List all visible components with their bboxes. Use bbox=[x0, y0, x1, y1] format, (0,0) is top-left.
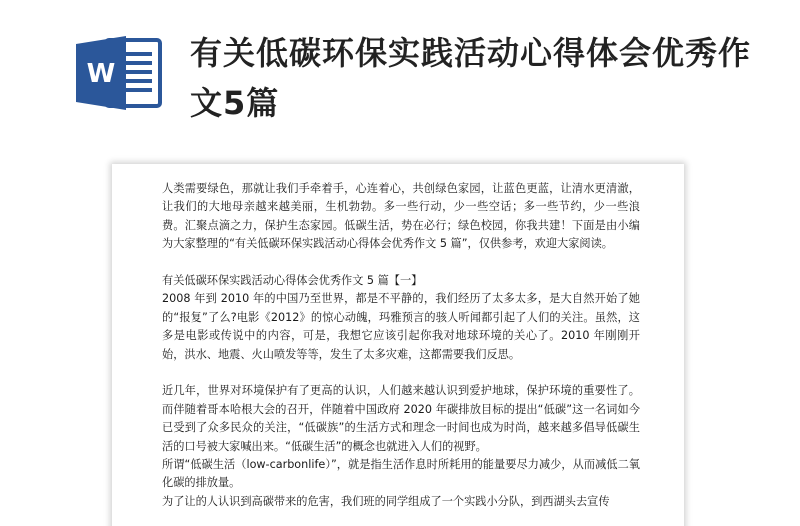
word-icon-line bbox=[124, 79, 152, 83]
word-document-icon bbox=[76, 34, 164, 112]
word-icon-line bbox=[124, 70, 152, 74]
section-heading: 有关低碳环保实践活动心得体会优秀作文 5 篇【一】 bbox=[162, 274, 423, 288]
body-paragraph-4: 为了让的人认识到高碳带来的危害，我们班的同学组成了一个实践小分队，到西湖头去宣传 bbox=[162, 494, 610, 508]
word-icon-line bbox=[124, 88, 152, 92]
paragraph-gap bbox=[162, 364, 640, 382]
body-paragraph-3: 所谓“低碳生活（low-carbonlife）”，就是指生活作息时所耗用的能量要尽力减少，从而减低二氧化碳的排放量。 bbox=[162, 458, 640, 490]
paragraph-gap bbox=[162, 254, 640, 272]
body-paragraph-1: 2008 年到 2010 年的中国乃至世界，都是不平静的，我们经历了太多太多，是大自然开始了她的“报复”了么?电影《2012》的惊心动魄，玛雅预言的骇人听闻都引起了人们的关注。虽然，这多是电影或传说中的内容，可是，我想它应该引起你我对地球环境的关心了。2010 年刚刚开始，洪水、地震、火山喷发等等，发生了太多灾难，这都需要我们反思。 bbox=[162, 292, 640, 361]
body-paragraph-2: 近几年，世界对环境保护有了更高的认识，人们越来越认识到爱护地球，保护环境的重要性了。而伴随着哥本哈根大会的召开，伴随着中国政府 2020 年碳排放目标的提出“低碳”这一名词如今已受到了众多民众的关注，“低碳族”的生活方式和理念一时间也成为时尚，越来越多倡导低碳生活的口号被大家喊出来。“低碳生活”的概念也就进入人们的视野。 bbox=[162, 384, 640, 453]
word-icon-line bbox=[124, 61, 152, 65]
word-icon-letter: W bbox=[86, 59, 116, 89]
page-title: 有关低碳环保实践活动心得体会优秀作文5篇 bbox=[190, 34, 752, 122]
intro-paragraph: 人类需要绿色，那就让我们手牵着手，心连着心，共创绿色家园，让蓝色更蓝，让清水更清澈，让我们的大地母亲越来越美丽，生机勃勃。多一些行动，少一些空话；多一些节约，少一些浪费。汇聚点滴之力，保护生态家园。低碳生活，势在必行；绿色校园，你我共建！下面是由小编为大家整理的“有关低碳环保实践活动心得体会优秀作文 5 篇”，仅供参考，欢迎大家阅读。 bbox=[162, 182, 640, 251]
document-body bbox=[162, 180, 640, 511]
word-icon-line bbox=[124, 52, 152, 56]
document-page bbox=[112, 164, 684, 526]
